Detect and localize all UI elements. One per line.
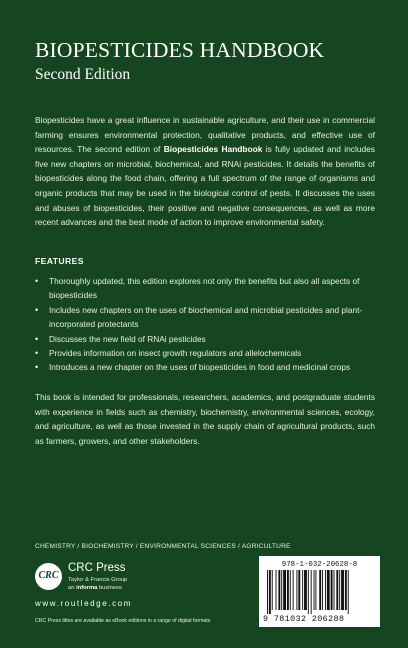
barcode-bar xyxy=(283,570,286,610)
barcode-bar xyxy=(334,570,335,610)
book-title: BIOPESTICIDES HANDBOOK xyxy=(35,38,325,62)
publisher-name: CRC Press xyxy=(68,562,126,574)
informa-suffix: business xyxy=(97,585,122,591)
barcode-bar xyxy=(314,570,315,610)
barcode-bar xyxy=(315,570,316,610)
isbn-top-text: 978-1-032-20628-8 xyxy=(281,561,358,569)
barcode-bar xyxy=(304,570,307,610)
informa-prefix: an xyxy=(68,585,77,591)
barcode-bar xyxy=(308,570,309,614)
barcode-bar xyxy=(311,570,312,614)
feature-text: Provides information on insect growth regulators and allelochemicals xyxy=(49,348,302,359)
barcode-bar xyxy=(290,570,291,610)
barcode-bar xyxy=(298,570,300,610)
bullet-icon: • xyxy=(35,304,39,315)
barcode-bar xyxy=(345,570,347,610)
description-book-name: Biopesticides Handbook xyxy=(163,144,263,155)
feature-item xyxy=(35,332,380,346)
book-edition: Second Edition xyxy=(35,66,131,83)
barcode-bar xyxy=(296,570,297,610)
feature-item xyxy=(35,274,380,303)
feature-text: Includes new chapters on the uses of biochemical and microbial pesticides and plant-incorporated protectants xyxy=(49,304,363,330)
bullet-icon: • xyxy=(35,276,39,286)
barcode-bar xyxy=(287,570,289,610)
barcode-bar xyxy=(276,570,277,610)
barcode-bars-icon xyxy=(265,570,374,614)
isbn-barcode xyxy=(259,556,380,627)
crc-logo-icon xyxy=(35,563,62,590)
feature-item xyxy=(35,360,380,374)
feature-item xyxy=(35,303,380,332)
feature-text: Discusses the new field of RNAi pesticides xyxy=(49,333,206,344)
barcode-bar xyxy=(341,570,344,610)
barcode-bar xyxy=(278,570,280,610)
barcode-bar xyxy=(267,570,268,614)
barcode-bar xyxy=(325,570,326,610)
barcode-bar xyxy=(336,570,338,610)
description-part-1: Biopesticides have a great influence in sustainable agriculture, and their use in commercial farming ensures environmental protection, qualitative products, and effective use of resources. The second edition of xyxy=(35,115,375,155)
isbn-bottom-text: 9 781032 206288 xyxy=(263,614,345,624)
feature-text: Thoroughly updated, this edition explores not only the benefits but also all aspects of biopesticides xyxy=(49,276,360,301)
barcode-bar xyxy=(339,570,340,610)
publisher-website: www.routledge.com xyxy=(35,599,133,608)
informa-bold: informa xyxy=(76,585,98,591)
barcode-bar xyxy=(319,570,321,610)
barcode-bar xyxy=(293,570,294,610)
audience-paragraph: This book is intended for professionals, researchers, academics, and postgraduate students with experience in fields such as chemistry, biochemistry, environmental sciences, ecology, and agriculture, as well as those invested in the supply chain of agricultural products, such as farmers, growers, and other stakeholders. xyxy=(35,392,375,446)
feature-item xyxy=(35,346,380,360)
barcode-bar xyxy=(272,570,273,610)
book-description xyxy=(35,113,375,230)
barcode-bar xyxy=(322,570,323,610)
barcode-bar xyxy=(281,570,282,610)
barcode-bar xyxy=(269,570,271,614)
bullet-icon: • xyxy=(35,333,39,344)
informa-tagline xyxy=(68,585,122,591)
barcode-bar xyxy=(348,570,349,614)
publisher-group: Taylor & Francis Group xyxy=(68,577,128,583)
subject-categories: CHEMISTRY / BIOCHEMISTRY / ENVIRONMENTAL SCIENCES / AGRICULTURE xyxy=(35,543,291,550)
crc-logo-text: CRC xyxy=(38,570,59,581)
ebook-note: CRC Press titles are available as eBook editions in a range of digital formats xyxy=(35,618,211,624)
features-heading: FEATURES xyxy=(35,256,84,266)
barcode-bar xyxy=(302,570,303,610)
bullet-icon: • xyxy=(35,362,39,373)
description-part-2: is fully updated and includes five new chapters on microbial, biochemical, and RNAi pesticides. It details the benefits of biopesticides along the food chain, offering a full spectrum of the range of organisms and organic products that may be used in the biological control of pests. It discusses the uses and abuses of biopesticides, their positive and negative consequences, as well as more recent advances and the best mode of action to improve environmental safety. xyxy=(35,144,375,228)
barcode-bar xyxy=(331,570,333,610)
features-list xyxy=(35,274,380,375)
bullet-icon: • xyxy=(35,348,39,359)
barcode-bar xyxy=(327,570,330,610)
feature-text: Introduces a new chapter on the uses of biopesticides in food and medicinal crops xyxy=(49,362,351,373)
